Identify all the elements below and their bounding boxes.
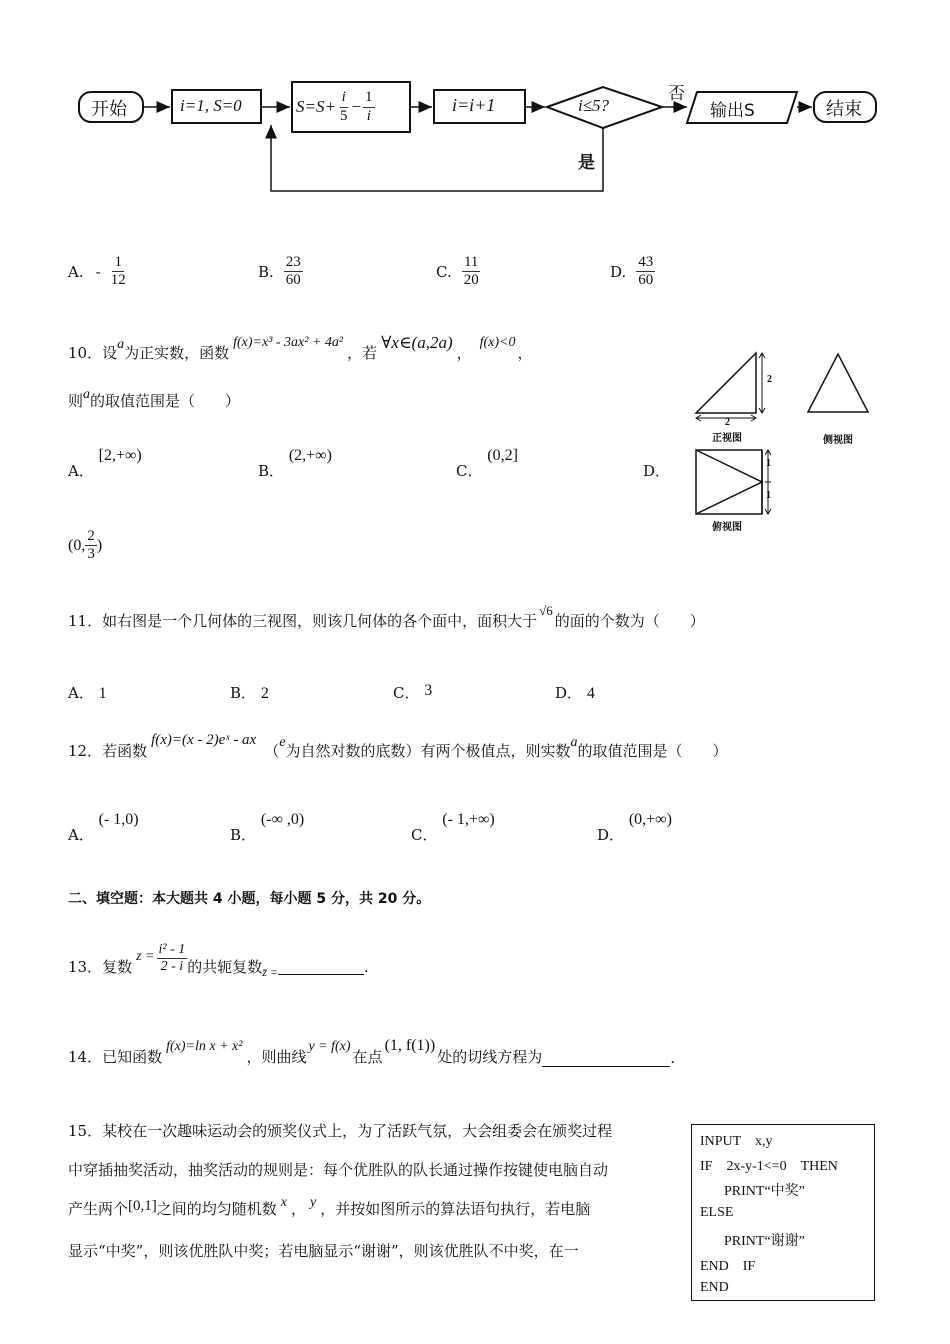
assign-frac2-den: i [366, 107, 371, 124]
q14-mid1: ，则曲线 [246, 1048, 307, 1066]
q9-option-c [436, 254, 481, 290]
q15-line3 [68, 1195, 591, 1219]
q9-option-b [258, 254, 303, 290]
q10-line2-suffix: 的取值范围是（ ） [90, 392, 241, 410]
q11-option-b-label: B． [230, 684, 257, 702]
q13-answer-blank[interactable] [278, 959, 364, 975]
algorithm-line-6: END IF [700, 1259, 756, 1274]
q9-option-b-label: B. [258, 262, 274, 281]
q9-option-c-num: 11 [462, 254, 480, 272]
q12-stem [68, 732, 728, 761]
q14-stem [68, 1037, 675, 1067]
q13-zbar: z̄ = [262, 965, 279, 980]
q10-option-c [456, 444, 518, 480]
q10-option-c-label: C． [456, 462, 483, 480]
q14-end: . [670, 1049, 675, 1067]
q10-line2 [68, 387, 241, 411]
q13-num: i² - 1 [157, 942, 188, 959]
q10-prefix: 10．设 [68, 344, 118, 362]
front-view-shape [696, 353, 756, 413]
loop-arrow [271, 125, 603, 191]
q14-curve: y = f(x) [308, 1039, 351, 1054]
q12-option-d [597, 808, 672, 844]
q14-suffix: 处的切线方程为 [437, 1048, 543, 1066]
q14-mid2: 在点 [352, 1048, 383, 1066]
q10-forall: ∀x∈(a,2a) [381, 333, 453, 352]
q12-option-c [411, 808, 495, 844]
assign-frac1-num: i [340, 89, 348, 107]
top-view-label: 俯视图 [712, 522, 742, 533]
q11-option-b [230, 682, 269, 703]
q14-func: f(x)=ln x + x² [166, 1039, 243, 1054]
q11-option-a [68, 682, 107, 703]
dim-top-1: 1 [766, 458, 771, 469]
q12-option-a-value: (- 1,0) [98, 811, 139, 828]
q15-line1: 15．某校在一次趣味运动会的颁奖仪式上，为了活跃气氛，大会组委会在颁奖过程 [68, 1122, 613, 1140]
q12-option-c-label: C． [411, 826, 438, 844]
q10-option-d-den: 3 [87, 546, 95, 563]
q10-option-a-value: [2,+∞) [98, 447, 142, 464]
q9-option-a-sign: - [95, 262, 101, 281]
q10-option-d-open: (0, [68, 536, 86, 554]
algorithm-line-1: INPUT x,y [700, 1134, 773, 1149]
q11-option-d-value: 4 [586, 685, 595, 702]
q10-option-d-frac [85, 528, 97, 564]
q11-sqrt: √6 [539, 603, 553, 618]
q9-option-a-den: 12 [110, 272, 126, 289]
assign-lhs: S=S+ [296, 97, 336, 116]
q12-var-a: a [570, 735, 578, 750]
q10-line2-var-a: a [83, 387, 91, 402]
q11-stem [68, 603, 705, 631]
increment-label: i=i+1 [452, 95, 496, 115]
q15-line3-a: 产生两个 [68, 1200, 129, 1218]
end-label: 结束 [826, 99, 862, 120]
q10-mid: 为正实数，函数 [124, 344, 230, 362]
dim-front-width: 2 [725, 417, 730, 428]
q11-option-c-label: C． [393, 684, 420, 702]
algorithm-line-7: END [700, 1280, 729, 1295]
assign-frac2 [363, 89, 375, 125]
q9-option-d [610, 254, 655, 290]
q9-option-d-label: D. [610, 262, 627, 281]
output-label: 输出S [710, 101, 755, 121]
q15-line4: 显示“中奖”，则该优胜队中奖；若电脑显示“谢谢”，则该优胜队不中奖，在一 [68, 1242, 579, 1260]
condition-label: i≤5? [578, 96, 610, 115]
q12-func: f(x)=(x - 2)eˣ - ax [151, 732, 257, 748]
q12-option-a [68, 808, 139, 844]
q12-var-e: e [279, 735, 286, 750]
q9-option-d-den: 60 [638, 272, 654, 289]
q12-prefix: 12．若函数 [68, 742, 148, 760]
algorithm-line-2: IF 2x-y-1<=0 THEN [700, 1159, 838, 1174]
dim-top-2: 1 [766, 490, 771, 501]
q12-option-b [230, 808, 305, 844]
q12-option-b-label: B． [230, 826, 257, 844]
q10-option-a-label: A． [68, 462, 94, 480]
q12-option-d-label: D． [597, 826, 625, 844]
q9-option-c-label: C. [436, 262, 452, 281]
q10-line2-prefix: 则 [68, 392, 84, 410]
q11-option-d-label: D． [555, 684, 583, 702]
q11-option-d [555, 682, 595, 703]
q10-option-d-label: D． [643, 462, 671, 480]
q9-option-c-den: 20 [463, 272, 479, 289]
start-label: 开始 [91, 99, 127, 120]
q12-suffix: 的取值范围是（ ） [577, 742, 728, 760]
q10-option-d-value [68, 528, 102, 564]
q9-option-a-label: A. [68, 262, 84, 281]
q13-frac [157, 942, 188, 975]
q15-line3-b: 之间的均匀随机数 [156, 1200, 277, 1218]
q9-option-d-frac [636, 254, 655, 290]
section-2-title: 二、填空题：本大题共 4 小题，每小题 5 分，共 20 分。 [68, 891, 431, 907]
q15-line3-interval: [0,1] [128, 1198, 157, 1214]
q13-z-eq: z = [136, 948, 155, 964]
side-view-shape [808, 354, 868, 412]
assign-frac1-den: 5 [339, 107, 348, 124]
algorithm-line-4: ELSE [700, 1205, 734, 1220]
q12-option-d-value: (0,+∞) [628, 811, 672, 828]
algorithm-box [691, 1124, 875, 1301]
q9-option-b-den: 60 [285, 272, 301, 289]
q10-var-a: a [117, 337, 125, 352]
q14-prefix: 14．已知函数 [68, 1048, 163, 1066]
yes-label: 是 [578, 153, 595, 173]
assign-minus: − [351, 97, 362, 116]
q15-line3-comma: ， [291, 1200, 307, 1218]
q14-point: (1, f(1)) [384, 1037, 436, 1054]
q10-func: f(x)=x³ - 3ax² + 4a² [233, 335, 344, 350]
algorithm-line-3: PRINT“中奖” [724, 1184, 805, 1199]
q13-stem [68, 942, 369, 980]
q11-option-c [393, 682, 432, 703]
q11-prefix: 11．如右图是一个几何体的三视图，则该几何体的各个面中，面积大于 [68, 612, 538, 630]
q15-line3-c: ，并按如图所示的算法语句执行，若电脑 [320, 1200, 591, 1218]
q12-option-b-value: (-∞ ,0) [260, 811, 305, 828]
q11-option-a-label: A． [68, 684, 94, 702]
q15-line2: 中穿插抽奖活动，抽奖活动的规则是：每个优胜队的队长通过操作按键使电脑自动 [68, 1161, 609, 1179]
q10-option-b-label: B． [258, 462, 285, 480]
q10-option-a [68, 444, 142, 480]
q10-comma3: ， [517, 344, 533, 362]
q9-option-b-frac [284, 254, 303, 290]
q12-option-a-label: A． [68, 826, 94, 844]
q12-paren-open: （ [264, 742, 280, 760]
q13-den: 2 - i [160, 959, 184, 975]
dim-front-height: 2 [767, 374, 772, 385]
assign-frac1 [338, 89, 350, 125]
q13-suffix: 的共轭复数 [187, 958, 263, 977]
q13-end: . [364, 957, 369, 976]
q10-option-c-value: (0,2] [487, 447, 518, 464]
assign-frac2-num: 1 [363, 89, 375, 107]
q10-option-d-close: ) [96, 536, 103, 554]
q15-line3-x: x [280, 1195, 287, 1210]
assign-formula [296, 84, 377, 130]
q15-line3-y: y [310, 1195, 317, 1210]
algorithm-line-5: PRINT“谢谢” [724, 1234, 805, 1249]
top-view-shape [696, 450, 762, 514]
init-label: i=1, S=0 [180, 96, 242, 115]
q10-line1 [68, 332, 533, 363]
q11-option-a-value: 1 [98, 685, 107, 702]
q11-option-c-value: 3 [424, 682, 433, 699]
no-label: 否 [668, 84, 685, 104]
q12-mid: 为自然对数的底数）有两个极值点，则实数 [285, 742, 571, 760]
q10-cond: f(x)<0 [479, 335, 516, 350]
q10-option-b [258, 444, 332, 480]
q9-option-a-num: 1 [112, 254, 124, 272]
q11-option-b-value: 2 [260, 685, 269, 702]
front-view-label: 正视图 [712, 433, 742, 444]
q13-prefix: 13．复数 [68, 958, 133, 977]
q9-option-a-frac [109, 254, 128, 290]
q10-option-d-num: 2 [85, 528, 97, 546]
q9-option-b-num: 23 [284, 254, 303, 272]
q12-option-c-value: (- 1,+∞) [442, 811, 495, 828]
q10-option-b-value: (2,+∞) [288, 447, 332, 464]
q9-option-d-num: 43 [636, 254, 655, 272]
side-view-label: 侧视图 [823, 435, 853, 446]
q10-comma1: ，若 [347, 344, 378, 362]
q14-answer-blank[interactable] [542, 1051, 670, 1067]
q9-option-c-frac [462, 254, 481, 290]
q10-comma2: ， [456, 344, 472, 362]
q9-option-a [68, 254, 128, 290]
q11-suffix: 的面的个数为（ ） [554, 612, 705, 630]
